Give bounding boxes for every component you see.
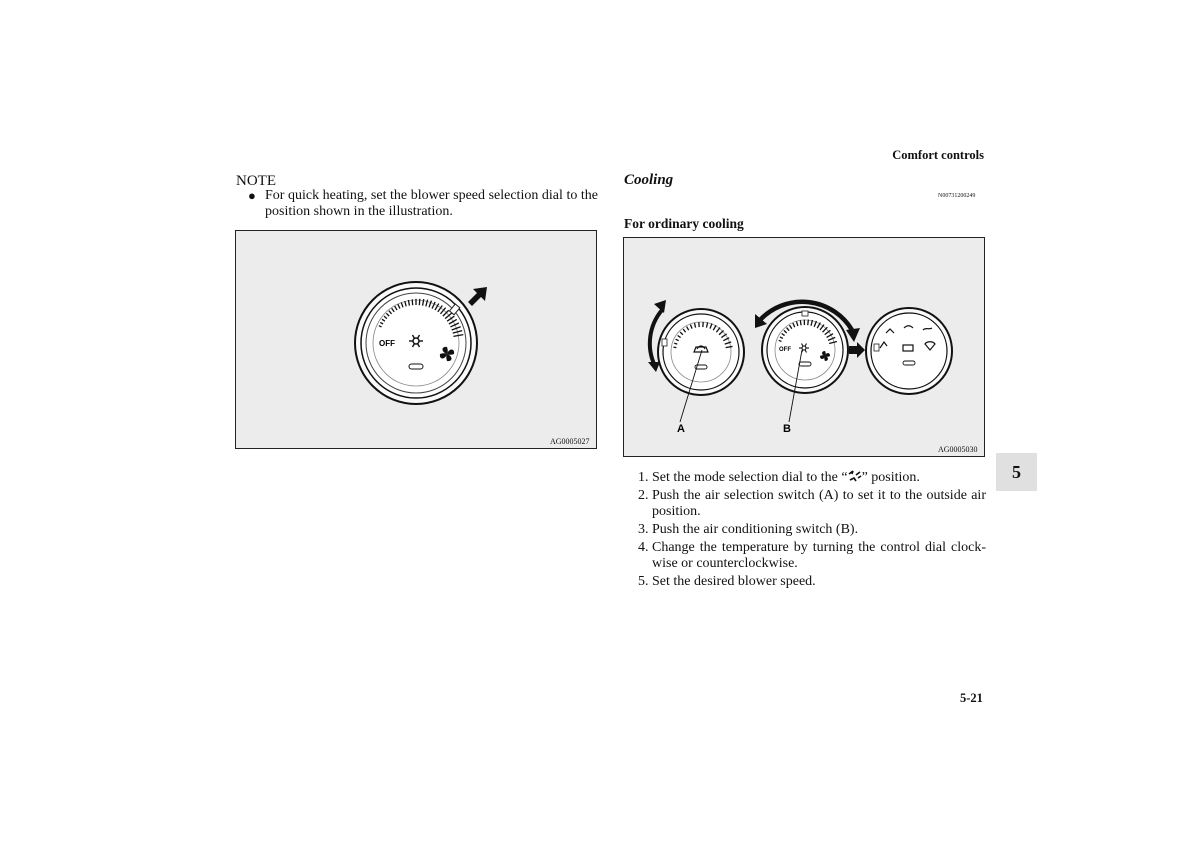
arrow-pointer-icon: [468, 287, 487, 306]
step-item: 3. Push the air conditioning switch (B).: [638, 522, 859, 537]
step-item: 1. Set the mode selection dial to the “ ” position.: [638, 470, 920, 485]
callout-label-b: B: [783, 423, 791, 435]
bullet-icon: ●: [248, 188, 256, 203]
note-text: For quick heating, set the blower speed selection dial to the position shown in the illustration.: [265, 188, 598, 219]
step-item: 2. Push the air selection switch (A) to set it to the outside air position.: [638, 488, 986, 519]
face-foot-vent-icon: [848, 470, 862, 482]
figure-code: AG0005030: [938, 445, 978, 454]
figure-code: AG0005027: [550, 437, 590, 446]
arrow-right-icon: [849, 342, 865, 358]
cooling-steps: [638, 470, 986, 592]
dial-off-label: OFF: [379, 339, 395, 348]
subsection-title: For ordinary cooling: [624, 216, 744, 231]
figure-cooling-controls: [623, 237, 985, 457]
figure-blower-dial: [235, 230, 597, 449]
step-item: 4. Change the temperature by turning the control dial clock-wise or counterclockwise.: [638, 540, 986, 571]
note-label: NOTE: [236, 173, 276, 189]
chapter-tab: 5: [996, 453, 1037, 491]
page-number: 5-21: [960, 691, 983, 705]
indicator-lamp: [409, 364, 423, 369]
section-title: Cooling: [624, 172, 674, 188]
dial-off-label: OFF: [779, 347, 791, 353]
callout-label-a: A: [677, 423, 685, 435]
section-code: N00731200249: [938, 193, 976, 199]
blower-dial-illustration: [236, 231, 596, 448]
air-recirculation-icon: [694, 346, 708, 352]
step-item: 5. Set the desired blower speed.: [638, 574, 816, 589]
running-header: Comfort controls: [892, 148, 984, 162]
note-item: [248, 188, 598, 220]
cooling-controls-illustration: [624, 238, 984, 456]
